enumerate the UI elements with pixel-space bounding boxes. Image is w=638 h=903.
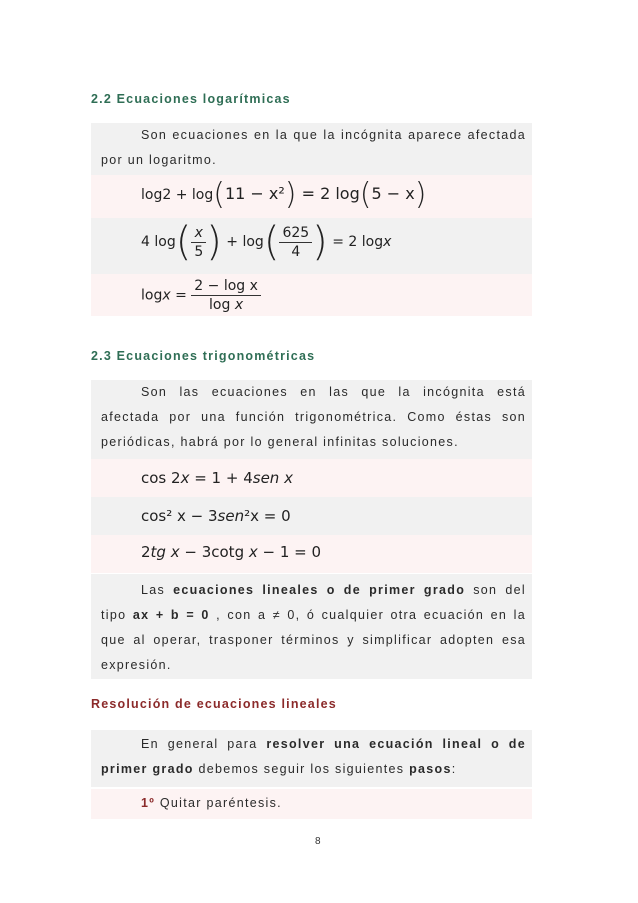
linear-equations-block	[91, 574, 532, 679]
linear-line-1: Las ecuaciones lineales o de primer grado son del	[141, 583, 526, 597]
section-heading-trigonometric: 2.3 Ecuaciones trigonométricas	[91, 349, 316, 363]
log-equation-3: logx = $\frac{\text{2 − log x}}{\text{log x}}$	[141, 277, 261, 314]
log-equation-2: 4 log( $\frac{x}{5}$ ) + log( $\frac{625}{4}$ ) = 2 logx	[141, 219, 392, 265]
logarithmic-intro-line-1: Son ecuaciones en la que la incógnita aparece afectada	[141, 128, 526, 142]
step-1: 1º Quitar paréntesis.	[141, 796, 282, 810]
trig-equation-3-row	[91, 535, 532, 573]
log-equation-1: log2 + log(11 − x²) = 2 log(5 − x)	[141, 177, 427, 212]
trig-equation-3: 2tg x − 3cotg x − 1 = 0	[141, 543, 322, 561]
logarithmic-intro-block	[91, 123, 532, 175]
trig-equation-1: cos 2x = 1 + 4sen x	[141, 469, 293, 487]
linear-line-2: tipo ax + b = 0 , con a ≠ 0, ó cualquier otra ecuación en la	[101, 608, 526, 622]
trigonometric-intro-block	[91, 380, 532, 459]
linear-line-3: que al operar, trasponer términos y simplificar adopten esa	[101, 633, 526, 647]
log-equation-3-row	[91, 274, 532, 316]
linear-line-4: expresión.	[101, 658, 172, 672]
resolution-line-2: primer grado debemos seguir los siguientes pasos:	[101, 762, 457, 776]
logarithmic-intro-line-2: por un logaritmo.	[101, 153, 217, 167]
trigonometric-intro-line-3: periódicas, habrá por lo general infinitas soluciones.	[101, 435, 459, 449]
section-heading-resolution: Resolución de ecuaciones lineales	[91, 697, 337, 711]
section-heading-logarithmic: 2.2 Ecuaciones logarítmicas	[91, 92, 291, 106]
resolution-intro-block	[91, 730, 532, 787]
trig-equation-1-row	[91, 459, 532, 497]
trig-equation-2-row	[91, 497, 532, 535]
step-1-row	[91, 789, 532, 819]
page-number: 8	[315, 836, 321, 847]
log-equation-2-row	[91, 218, 532, 274]
trigonometric-intro-line-2: afectada por una función trigonométrica. Como éstas son	[101, 410, 526, 424]
trigonometric-intro-line-1: Son las ecuaciones en las que la incógnita está	[141, 385, 526, 399]
resolution-line-1: En general para resolver una ecuación lineal o de	[141, 737, 526, 751]
trig-equation-2: cos² x − 3sen²x = 0	[141, 507, 291, 525]
log-equation-1-row	[91, 175, 532, 218]
